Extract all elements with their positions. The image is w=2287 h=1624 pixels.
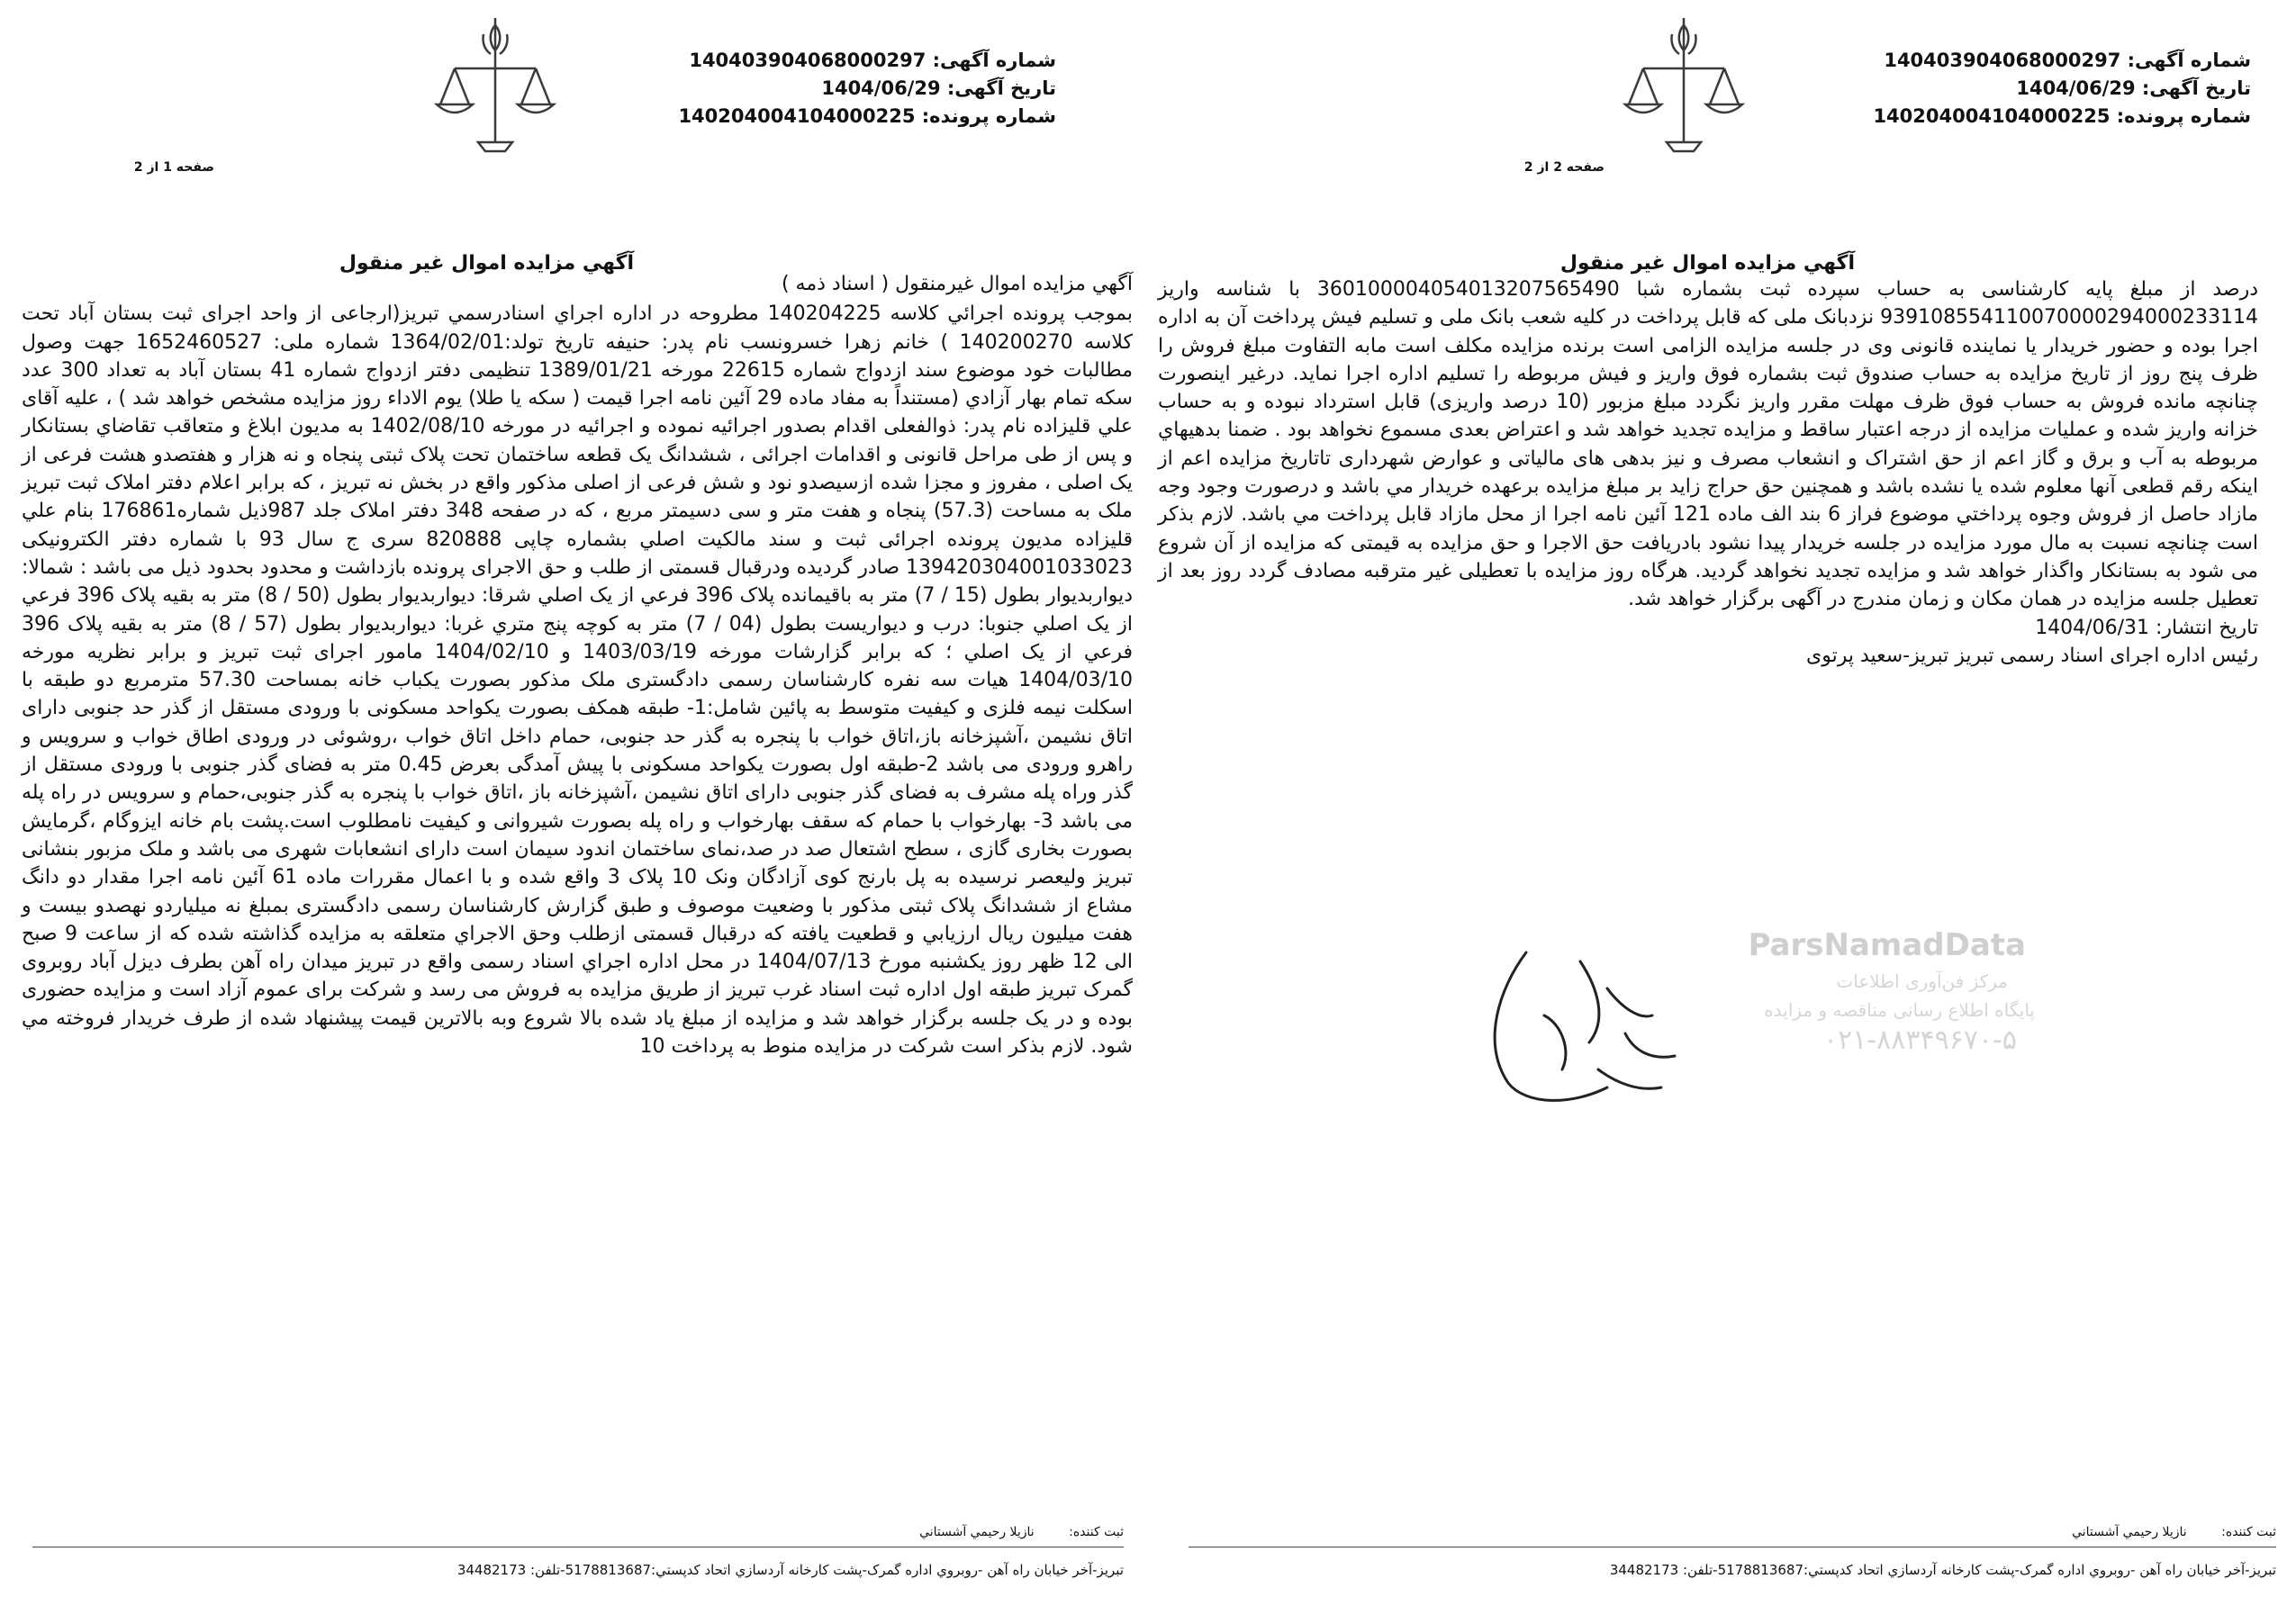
file-number: شماره پرونده: 140204004104000225 (1873, 105, 2251, 127)
office-address: تبريز-آخر خيابان راه آهن -روبروي اداره گمرک-پشت كارخانه آردسازي اتحاد كدپستي:5178813687-تلفن: 34482173 (1609, 1562, 2276, 1578)
signatory-line: رئيس اداره اجرای اسناد رسمی تبريز تبريز-سعيد پرتوی (1805, 644, 2258, 667)
header-meta (678, 47, 1056, 131)
watermark-line2: پایگاه اطلاع رسانی مناقصه و مزایده (1764, 999, 2035, 1021)
publish-date: تاريخ انتشار: 1404/06/31 (2035, 616, 2258, 639)
notice-body (22, 270, 1133, 1060)
watermark-phone: ۰۲۱-۸۸۳۴۹۶۷۰-۵ (1822, 1024, 2017, 1056)
file-number: شماره پرونده: 140204004104000225 (678, 105, 1056, 127)
handwritten-signature (1472, 934, 1693, 1123)
registrar-name: نازيلا رحيمي آشستاني (2072, 1525, 2187, 1539)
ad-date: تاریخ آگهی: 1404/06/29 (2016, 77, 2251, 99)
notice-paragraph: درصد از مبلغ پايه كارشناسی به حساب سپرده ثبت بشماره شبا 360100004054013207565490 با شناسه واريز 939108554110070000294000233114 نزدبانک ملی كه قابل پرداخت در كليه شعب بانک ملی و تسليم فيش پرداخت آن به اداره اجرا بوده و حضور خريدار يا نماينده قانونی وی در جلسه مزايده الزامی است برنده مزايده مكلف است مابه التفاوت مبلغ فروش را ظرف پنج روز از تاريخ مزايده به حساب صندوق ثبت بشماره فوق واريز و فيش مربوطه را تسليم اداره اجرا نمايد. درغير اينصورت چنانچه مانده فروش به حساب فوق ظرف مهلت مقرر واريز نگردد مبلغ مزبور (10 درصد واريزی) قابل استرداد نبوده و به حساب خزانه واريز شده و عمليات مزايده از درجه اعتبار ساقط و مزايده تجديد خواهد شد و اعتراض بعدی مسموع نخواهد بود . ضمنا بدهيهاي مربوطه به آب و برق و گاز اعم از حق اشتراک و انشعاب مصرف و نيز بدهی های مالياتی و عوارض شهرداری تاتاريخ مزايده اعم از اينكه رقم قطعی آنها معلوم شده يا نشده باشد و همچنين حق حراج زايد بر مبلغ مزايده برعهده خريدار مي باشد و درصورت وجود وجه مازاد حاصل از فروش وجوه پرداختي موضوع فراز 6 بند الف ماده 121 آئين نامه اجرا از محل مازاد قابل پرداخت مي باشد. لازم بذكر است چنانچه نسبت به مال مورد مزايده در جلسه خريدار پيدا نشود بادريافت حق الاجرا و حق مزايده به قيمتی كه مزايده از آن شروع می شود به بستانكار واگذار خواهد شد و مزايده تجديد نخواهد گرديد. هرگاه روز مزايده با تعطيلی غير مترقبه مصادف گردد روز بعد از تعطيل جلسه مزايده در همان مكان و زمان مندرج در آگهی برگزار خواهد شد. (1158, 278, 2259, 611)
ad-date: تاریخ آگهی: 1404/06/29 (821, 77, 1056, 99)
page-number: صفحه 2 از 2 (1523, 160, 1605, 175)
watermark-line1: مرکز فن‌آوری اطلاعات (1836, 970, 2008, 992)
notice-title: آگهي مزايده اموال غير منقول (1559, 252, 1855, 275)
ad-number: شماره آگهی: 140403904068000297 (1884, 50, 2251, 71)
notice-paragraph: بموجب پرونده اجرائي كلاسه 140204225 مطروحه در اداره اجراي اسنادرسمي تبريز(ارجاعی از واحد اجرای ثبت بستان آباد تحت کلاسه 140200270 ) خانم زهرا خسرونسب نام پدر: حنيفه تاريخ تولد:1364/02/01 شماره ملی: 1652460527 جهت وصول مطالبات خود موضوع سند ازدواج شماره 22615 مورخه 1389/01/21 تنظيمی دفتر ازدواج شماره 41 بستان آباد به تعداد 300 عدد سكه تمام بهار آزادي (مستنداً به مفاد ماده 29 آئين نامه اجرا قيمت ( سكه يا طلا) يوم الاداء روز مزايده مشخص خواهد شد ) ، عليه آقای علي قليزاده نام پدر: ذوالفعلی اقدام بصدور اجرائيه نموده و اجرائيه در مورخه 1402/08/10 به مديون ابلاغ و متعاقب تقاضاي بستانكار و پس از طی مراحل قانونی و اقدامات اجرائی ، ششدانگ يک قطعه ساختمان تحت پلاک ثبتی پنجاه و نه هزار و هفتصدو هشت فرعی از يک اصلی ، مفروز و مجزا شده ازسيصدو نود و شش فرعی از اصلی مذكور واقع در بخش نه تبريز ، كه برابر اعلام دفتر املاک ثبت تبريز ملک به مساحت (57.3) پنجاه و هفت متر و سی دسيمتر مربع ، كه در صفحه 348 دفتر املاک جلد 987ذيل شماره176861 بنام علي قليزاده مديون پرونده اجرائی ثبت و سند مالكيت اصلي بشماره چاپی 820888 سری ج سال 93 با شماره دفتر الکترونیکی 139420304001033023 صادر گرديده ودرقبال قسمتی از طلب و حق الاجرای پرونده بازداشت و محدود بحدود ذيل می باشد : شمالا: ديواربديوار بطول (15 / 7) متر به باقيمانده پلاک 396 فرعي از يک اصلي شرقا: ديواربديوار بطول (50 / 8) متر به بقيه پلاک 396 فرعي از يک اصلي جنوبا: درب و ديواريست بطول (04 / 7) متر به كوچه پنج متري غربا: ديواربديوار بطول (57 / 8) متر به بقيه پلاک 396 فرعي از يک اصلي ؛ كه برابر گزارشات مورخه 1403/03/19 و 1404/02/10 مامور اجرای ثبت تبريز و برابر نظريه مورخه 1404/03/10 هيات سه نفره كارشناسان رسمی دادگستری ملک مذكور بصورت يكباب خانه بمساحت 57.30 مترمربع دو طبقه با اسكلت نيمه فلزی و كيفيت متوسط به پائين شامل:1- طبقه همكف بصورت يكواحد مسكونی با ورودی مستقل از گذر حد جنوبی دارای اتاق نشيمن ،آشپزخانه باز،اتاق خواب با پنجره به گذر حد جنوبی، حمام داخل اتاق خواب ،روشوئی در ورودی اطاق خواب و سرويس و راهرو ورودی می باشد 2-طبقه اول بصورت يكواحد مسكونی با پيش آمدگی بعرض 0.45 متر به فضای گذر جنوبی با ورودی مستقل از گذر وراه پله مشرف به فضای گذر جنوبی دارای اتاق نشيمن ،آشپزخانه باز ،اتاق خواب با پنجره به گذر جنوبی،حمام و سرويس در راه پله می باشد 3- بهارخواب با حمام كه سقف بهارخواب و راه پله بصورت شيروانی و كيفيت نامطلوب است.پشت بام خانه ايزوگام ،گرمايش بصورت بخاری گازی ، سطح اشتعال صد در صد،نمای ساختمان اندود سيمان است دارای انشعابات شهری می باشد و ملک مزبور بنشانی تبريز وليعصر نرسيده به پل بارنج كوی آزادگان ونک 10 پلاک 3 واقع شده و با اعمال مقررات ماده 61 آئين نامه اجرا مقدار دو دانگ مشاع از ششدانگ پلاک ثبتی مذكور با وضعيت موصوف و طبق گزارش كارشناسان رسمی دادگستری بمبلغ نه ميلياردو نهصدو بيست و هفت ميليون ريال ارزيابي و قطعيت يافته كه درقبال قسمتی ازطلب وحق الاجراي متعلقه به مزايده گذاشته شده كه از ساعت 9 صبح الی 12 ظهر روز يكشنبه مورخ 1404/07/13 در محل اداره اجراي اسناد رسمی واقع در تبريز ميدان راه آهن بطرف ديزل آباد روبروی گمرک تبريز طبقه اول اداره ثبت اسناد غرب تبريز از طريق مزايده به فروش می رسد و شركت برای عموم آزاد است و مزايده حضوری بوده و در يک جلسه برگزار خواهد شد و مزايده از مبلغ ياد شده بالا شروع وبه بالاترين قيمت پيشنهاد شده از طرف خريدار فروخته مي شود. لازم بذكر است شركت در مزايده منوط به پرداخت 10 (22, 302, 1134, 1059)
notice-title: آگهي مزايده اموال غير منقول (339, 252, 634, 275)
office-address: تبريز-آخر خيابان راه آهن -روبروي اداره گمرک-پشت كارخانه آردسازي اتحاد كدپستي:5178813687-تلفن: 34482173 (456, 1562, 1124, 1578)
ad-number: شماره آگهی: 140403904068000297 (689, 50, 1056, 71)
registrar-label: ثبت كننده: (2221, 1525, 2276, 1539)
notice-subheading: آگهي مزايده اموال غيرمنقول ( اسناد ذمه ) (781, 273, 1133, 295)
registrar-label: ثبت كننده: (1069, 1525, 1124, 1539)
registrar-name: نازيلا رحيمي آشستاني (919, 1525, 1035, 1539)
judiciary-emblem-icon (1607, 7, 1760, 203)
notice-body (1158, 275, 2258, 670)
watermark-brand: ParsNamadData (1748, 927, 2026, 963)
header-meta (1873, 47, 2251, 131)
registrar-line (2072, 1525, 2276, 1539)
judiciary-emblem-icon (419, 7, 572, 203)
watermark (1747, 927, 2053, 1062)
page-number: صفحه 1 از 2 (133, 160, 214, 175)
notice-page-2 (1144, 0, 2287, 1624)
registrar-line (919, 1525, 1124, 1539)
